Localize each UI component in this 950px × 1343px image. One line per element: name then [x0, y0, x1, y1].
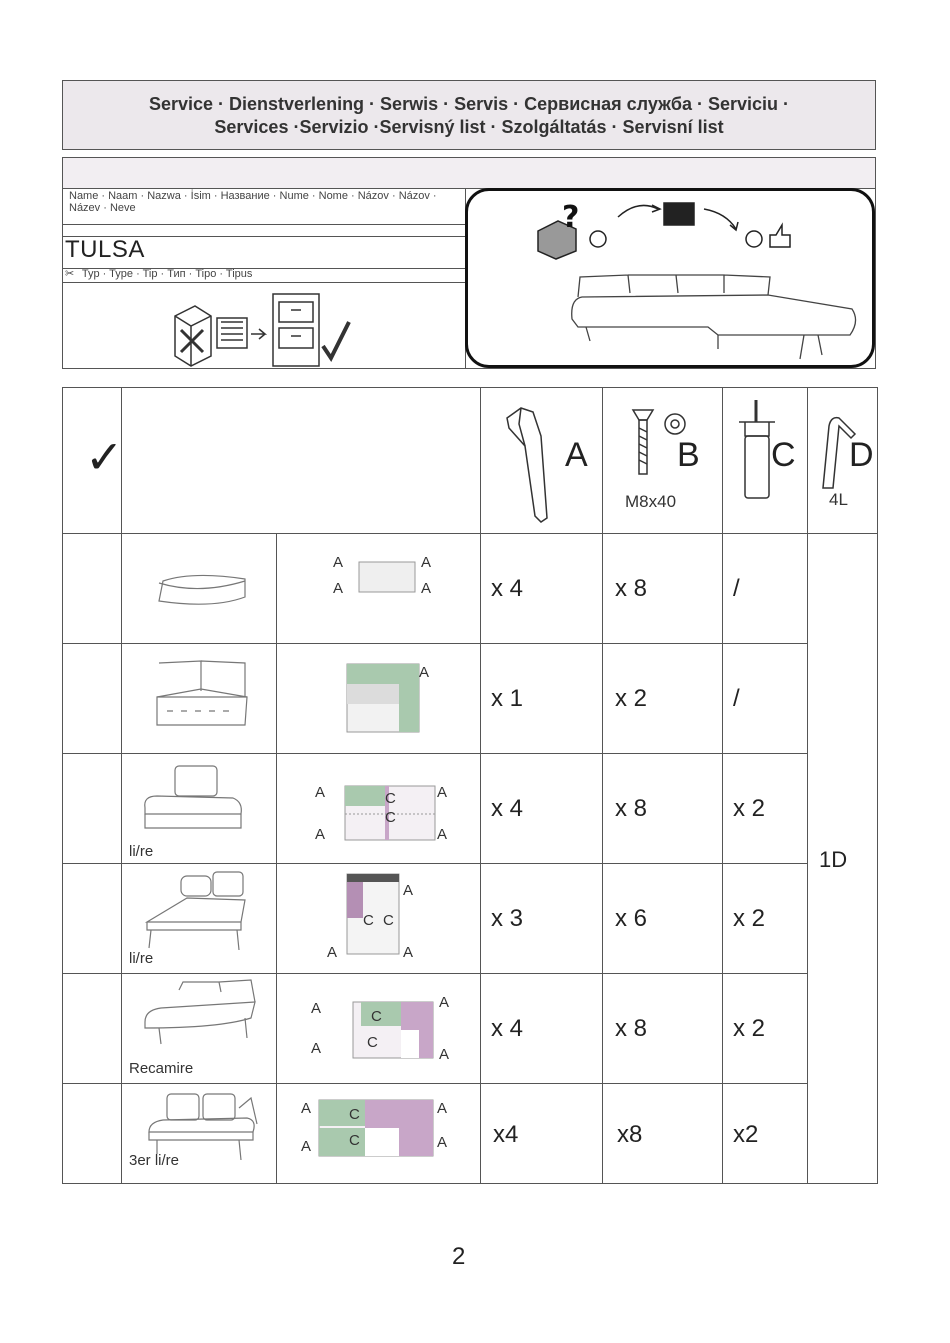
- diagram-letter-a: A: [421, 554, 432, 571]
- header-letter-b: B: [677, 436, 700, 474]
- scissors-icon: ✂: [65, 268, 75, 280]
- info-top-strip: [63, 158, 875, 189]
- service-callout: [465, 188, 875, 368]
- row1-qty-c: /: [733, 575, 740, 602]
- diagram-letter-a: A: [439, 994, 450, 1011]
- row-divider: [63, 863, 807, 864]
- leg-a-icon: [501, 406, 561, 524]
- diagram-letter-c: C: [349, 1106, 360, 1123]
- row-divider: [63, 753, 807, 754]
- seat-module-illustration: [137, 762, 247, 838]
- row3-qty-b: x 8: [615, 795, 648, 822]
- diagram-letter-c: C: [367, 1034, 378, 1051]
- row4-qty-c: x 2: [733, 905, 766, 932]
- diagram-letter-a: A: [403, 882, 414, 899]
- row6-qty-a: x4: [493, 1121, 519, 1148]
- diagram-letter-a: A: [439, 1046, 450, 1063]
- row5-qty-b: x 8: [615, 1015, 648, 1042]
- row5-leg-diagram: [351, 1000, 435, 1060]
- diagram-letter-a: A: [437, 1134, 448, 1151]
- row3-label: li/re: [129, 843, 154, 860]
- checkmark-icon: ✓: [85, 431, 124, 483]
- col-divider: [276, 533, 277, 1183]
- header-letter-d: D: [849, 436, 874, 474]
- diagram-letter-a: A: [311, 1040, 322, 1057]
- diagram-letter-a: A: [437, 826, 448, 843]
- row2-qty-c: /: [733, 685, 740, 712]
- diagram-letter-c: C: [385, 790, 396, 807]
- diagram-letter-a: A: [403, 944, 414, 961]
- row5-label: Recamire: [129, 1060, 194, 1077]
- model-name: TULSA: [65, 236, 145, 263]
- corner-module-illustration: [153, 653, 253, 735]
- diagram-letter-c: C: [371, 1008, 382, 1025]
- diagram-letter-c: C: [383, 912, 394, 929]
- table-header-divider: [63, 533, 877, 534]
- header-letter-c: C: [771, 436, 796, 474]
- type-underline: [63, 282, 465, 283]
- diagram-letter-a: A: [419, 664, 430, 681]
- row6-leg-diagram: [317, 1098, 437, 1158]
- row2-qty-b: x 2: [615, 685, 648, 712]
- diagram-letter-a: A: [311, 1000, 322, 1017]
- ottoman-illustration: [153, 571, 253, 611]
- row1-qty-b: x 8: [615, 575, 648, 602]
- row1-qty-a: x 4: [491, 575, 524, 602]
- service-banner-line-2: Services ·Servizio ·Servisný list · Szolgáltatás · Servisní list: [214, 117, 724, 137]
- diagram-letter-a: A: [327, 944, 338, 961]
- row3-qty-a: x 4: [491, 795, 524, 822]
- diagram-letter-a: A: [315, 784, 326, 801]
- diagram-letter-c: C: [363, 912, 374, 929]
- diagram-letter-a: A: [301, 1100, 312, 1117]
- row2-qty-a: x 1: [491, 685, 524, 712]
- type-label-text: Typ · Type · Tip · Тип · Tipo · Tipus: [81, 268, 253, 280]
- header-spec-d: 4L: [829, 490, 848, 509]
- service-banner-line-1: Service · Dienstverlening · Serwis · Servis · Сервисная служба · Serviciu ·: [148, 94, 790, 114]
- diagram-letter-a: A: [437, 1100, 448, 1117]
- header-spec-b: M8x40: [625, 492, 677, 511]
- row6-qty-c: x2: [733, 1121, 759, 1148]
- product-info-block: [62, 157, 876, 369]
- d-total: 1D: [819, 847, 848, 872]
- row6-qty-b: x8: [617, 1121, 643, 1148]
- col-divider: [602, 388, 603, 1183]
- service-flow-illustration: [528, 195, 828, 255]
- header-letter-a: A: [565, 436, 588, 474]
- name-label: Name · Naam · Nazwa · İsim · Название · Nume · Nome · Názov · Názov · Název · Neve: [69, 190, 437, 214]
- row4-qty-a: x 3: [491, 905, 524, 932]
- row5-qty-c: x 2: [733, 1015, 766, 1042]
- row4-qty-b: x 6: [615, 905, 648, 932]
- diagram-letter-a: A: [333, 554, 344, 571]
- name-underline: [63, 224, 465, 225]
- type-label: [65, 267, 252, 280]
- info-left-panel: [63, 188, 466, 368]
- diagram-letter-c: C: [385, 809, 396, 826]
- recamire-module-illustration: [139, 978, 267, 1048]
- col-divider: [807, 388, 808, 1183]
- chaise-module-illustration: [137, 870, 253, 954]
- diagram-letter-a: A: [437, 784, 448, 801]
- diagram-letter-a: A: [333, 580, 344, 597]
- corner-sofa-illustration: [568, 269, 858, 365]
- row6-label: 3er li/re: [129, 1152, 180, 1169]
- file-cabinet-icon: [173, 286, 353, 376]
- svg-text:?: ?: [562, 200, 580, 235]
- col-divider: [722, 388, 723, 1183]
- row4-leg-diagram: [345, 872, 405, 956]
- diagram-letter-a: A: [315, 826, 326, 843]
- col-divider: [480, 388, 481, 1183]
- diagram-letter-c: C: [349, 1132, 360, 1149]
- row3-qty-c: x 2: [733, 795, 766, 822]
- row-divider: [63, 643, 807, 644]
- row-divider: [63, 973, 807, 974]
- row2-leg-diagram: [345, 662, 425, 734]
- parts-table: [62, 387, 878, 1184]
- diagram-letter-a: A: [421, 580, 432, 597]
- page-number: 2: [452, 1243, 466, 1270]
- col-divider: [121, 388, 122, 1183]
- row4-label: li/re: [129, 950, 154, 967]
- diagram-letter-a: A: [301, 1138, 312, 1155]
- row-divider: [63, 1083, 807, 1084]
- row5-qty-a: x 4: [491, 1015, 524, 1042]
- service-banner: [62, 80, 876, 150]
